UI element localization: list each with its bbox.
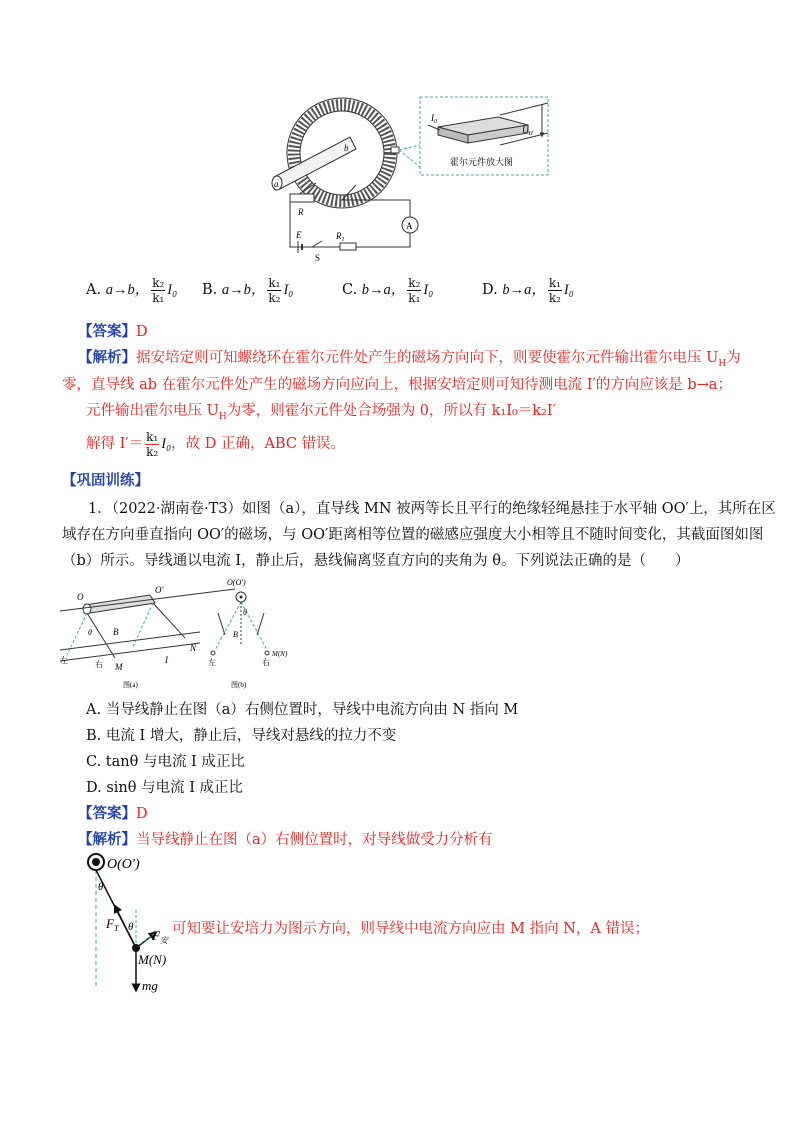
analysis-2: 【解析】当导线静止在图（a）右侧位置时，对导线做受力分析有 (78, 831, 493, 848)
label-uh: $U_H$ (522, 125, 533, 137)
label-i0: $I_0$ (431, 113, 437, 125)
suspended-wire-figure (55, 575, 295, 693)
analysis-1-line-4: 解得 I′＝ $\frac{\text{k₁}}{\text{k₂}}$ I₀，故 D 正确，ABC 错误。 (86, 429, 346, 459)
options-row-1 (86, 272, 706, 308)
answer-2: 【答案】D (78, 805, 148, 822)
label-b-a: B (113, 627, 119, 637)
label-s: S (315, 253, 321, 263)
label-r: R (298, 207, 304, 217)
caption-a: 图(a) (123, 681, 138, 689)
label-e: E (296, 230, 302, 240)
label-o-prime: O′ (155, 585, 164, 595)
label-ammeter: A (406, 221, 413, 231)
label-right-b: 右 (262, 658, 270, 667)
label-theta-b: θ (243, 608, 247, 617)
q1-option-a: A. 当导线静止在图（a）右侧位置时，导线中电流方向由 N 指向 M (86, 702, 519, 718)
label-mg: mg (142, 978, 158, 993)
inset-caption: 霍尔元件放大图 (450, 157, 514, 167)
label-mn: M(N) (138, 952, 167, 967)
question-1-line-3: （b）所示。导线通以电流 I，静止后，悬线偏离竖直方向的夹角为 θ。下列说法正确的是（ ） (62, 553, 690, 569)
analysis-2-figure-text: 可知要让安培力为图示方向，则导线中电流方向应由 M 指向 N，A 错误； (172, 921, 649, 937)
option-a: A. a→b， $\frac{\text{k₂}}{\text{k₁}}$ I₀ (86, 275, 178, 305)
toroid-hall-circuit-figure (260, 95, 570, 265)
label-theta-top: θ (98, 881, 104, 893)
label-mn-b: M(N) (272, 650, 288, 658)
label-i: I (165, 655, 168, 665)
analysis-1-line-2: 零，直导线 ab 在霍尔元件处产生的磁场方向应向上，根据安培定则可知待测电流 I′的方向应该是 b→a； (62, 377, 732, 393)
label-o: O (77, 592, 84, 602)
label-fan: $F_安$ (152, 928, 168, 945)
q1-option-d: D. sinθ 与电流 I 成正比 (86, 780, 244, 796)
q1-option-c: C. tanθ 与电流 I 成正比 (86, 754, 245, 770)
analysis-1-line-1: 【解析】据安培定则可知螺绕环在霍尔元件处产生的磁场方向向下，则要使霍尔元件输出霍尔电压 $U_H$为 (78, 349, 741, 369)
label-a: a (274, 179, 279, 189)
option-c: C. b→a， $\frac{\text{k₂}}{\text{k₁}}$ I₀ (342, 275, 434, 305)
label-theta-bottom: θ (128, 921, 134, 933)
label-theta-a: θ (88, 628, 92, 637)
label-b: b (344, 143, 349, 153)
label-o-o-prime: O(O′) (107, 857, 140, 872)
label-o-o-prime-b: O(O′) (227, 578, 246, 587)
label-b-b: B (233, 630, 238, 639)
caption-b: 图(b) (231, 681, 247, 689)
label-r1: $R_1$ (336, 231, 345, 243)
q1-option-b: B. 电流 I 增大，静止后，导线对悬线的拉力不变 (86, 728, 397, 744)
label-ft: $F_T$ (106, 916, 119, 933)
answer-1: 【答案】D (78, 323, 148, 340)
analysis-1-line-3: 元件输出霍尔电压 $U_H$为零，则霍尔元件处合场强为 0，所以有 k₁I₀＝k₂I′ (86, 403, 556, 422)
label-left-b: 左 (208, 658, 216, 667)
label-left-a: 左 (60, 656, 68, 665)
option-d: D. b→a， $\frac{\text{k₁}}{\text{k₂}}$ I₀ (482, 275, 574, 305)
section-title: 【巩固训练】 (62, 472, 149, 489)
question-1-line-1: 1．（2022·湖南卷·T3）如图（a），直导线 MN 被两等长且平行的绝缘轻绳悬挂于水平轴 OO′上，其所在区 (88, 501, 776, 517)
label-right-a: 右 (95, 660, 103, 669)
label-n: N (190, 643, 197, 653)
question-1-line-2: 域存在方向垂直指向 OO′的磁场，与 OO′距离相等位置的磁感应强度大小相等且不随时间变化，其截面图如图 (62, 527, 764, 543)
label-m: M (115, 662, 123, 672)
option-b: B. a→b， $\frac{\text{k₁}}{\text{k₂}}$ I₀ (202, 275, 294, 305)
